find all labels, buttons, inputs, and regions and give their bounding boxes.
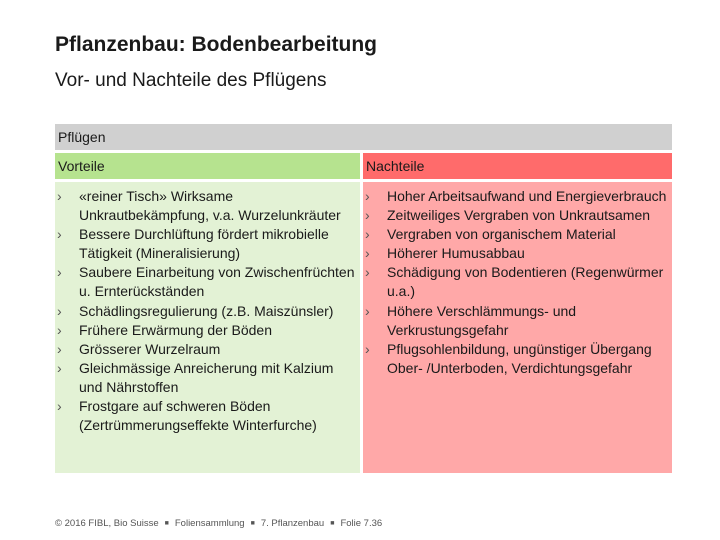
comparison-table — [55, 124, 672, 473]
vorteile-body — [55, 182, 360, 473]
bullet-chevron-icon: › — [57, 321, 62, 338]
footer — [55, 518, 382, 529]
bullet-chevron-icon: › — [57, 264, 62, 281]
bullet-chevron-icon: › — [365, 245, 370, 262]
vorteile-item-text: «reiner Tisch» Wirksame Unkrautbekämpfung, v.a. Wurzelunkräuter — [79, 188, 341, 224]
nachteile-item — [363, 187, 672, 206]
table-columns — [55, 153, 672, 473]
vorteile-item-text: Bessere Durchlüftung fördert mikrobielle Tätigkeit (Mineralisierung) — [79, 226, 329, 262]
nachteile-item — [363, 340, 672, 378]
footer-collection: Foliensammlung — [174, 518, 245, 529]
bullet-chevron-icon: › — [365, 188, 370, 204]
nachteile-list — [363, 187, 672, 378]
vorteile-item-text: Gleichmässige Anreicherung mit Kalzium und Nährstoffen — [79, 359, 334, 395]
page-subtitle: Vor- und Nachteile des Pflügens — [55, 70, 327, 91]
nachteile-item-text: Höherer Humusabbau — [387, 245, 525, 262]
nachteile-header: Nachteile — [363, 153, 672, 179]
bullet-chevron-icon: › — [365, 264, 370, 281]
vorteile-item-text: Schädlingsregulierung (z.B. Maiszünsler) — [79, 302, 334, 319]
footer-separator-icon: ■ — [330, 520, 335, 527]
bullet-chevron-icon: › — [57, 340, 62, 357]
vorteile-item — [55, 187, 360, 225]
nachteile-item-text: Hoher Arbeitsaufwand und Energieverbrauch — [387, 188, 667, 204]
vorteile-list — [55, 187, 360, 435]
vorteile-item — [55, 263, 360, 301]
footer-copyright: © 2016 FIBL, Bio Suisse — [55, 518, 159, 529]
bullet-chevron-icon: › — [57, 398, 62, 415]
page-title: Pflanzenbau: Bodenbearbeitung — [55, 33, 378, 56]
nachteile-item-text: Pflugsohlenbildung, ungünstiger Übergang Ober- /Unterboden, Verdichtungsgefahr — [387, 340, 652, 376]
nachteile-column — [363, 153, 672, 473]
vorteile-item — [55, 302, 360, 321]
bullet-chevron-icon: › — [365, 207, 370, 224]
vorteile-item — [55, 397, 360, 435]
vorteile-item-text: Frühere Erwärmung der Böden — [79, 321, 272, 338]
vorteile-item — [55, 225, 360, 263]
nachteile-item — [363, 263, 672, 301]
table-caption: Pflügen — [55, 124, 672, 150]
bullet-chevron-icon: › — [57, 226, 62, 243]
bullet-chevron-icon: › — [57, 359, 62, 376]
bullet-chevron-icon: › — [365, 302, 370, 319]
vorteile-item-text: Frostgare auf schweren Böden (Zertrümmerungseffekte Winterfurche) — [79, 398, 317, 434]
footer-separator-icon: ■ — [250, 520, 255, 527]
bullet-chevron-icon: › — [57, 188, 62, 204]
vorteile-item-text: Saubere Einarbeitung von Zwischenfrüchten u. Ernterückständen — [79, 264, 355, 300]
vorteile-item — [55, 359, 360, 397]
nachteile-item-text: Vergraben von organischem Material — [387, 226, 616, 243]
nachteile-item — [363, 225, 672, 244]
vorteile-header: Vorteile — [55, 153, 360, 179]
nachteile-item-text: Höhere Verschlämmungs- und Verkrustungsgefahr — [387, 302, 577, 338]
bullet-chevron-icon: › — [365, 340, 370, 357]
nachteile-item-text: Zeitweiliges Vergraben von Unkrautsamen — [387, 207, 651, 224]
nachteile-item — [363, 244, 672, 263]
vorteile-item — [55, 321, 360, 340]
footer-slide-number: Folie 7.36 — [340, 518, 383, 529]
bullet-chevron-icon: › — [365, 226, 370, 243]
footer-chapter: 7. Pflanzenbau — [260, 518, 325, 529]
footer-separator-icon: ■ — [164, 520, 169, 527]
vorteile-column — [55, 153, 360, 473]
vorteile-item-text: Grösserer Wurzelraum — [79, 340, 221, 357]
vorteile-item — [55, 340, 360, 359]
nachteile-body — [363, 182, 672, 473]
nachteile-item — [363, 302, 672, 340]
nachteile-item — [363, 206, 672, 225]
bullet-chevron-icon: › — [57, 302, 62, 319]
nachteile-item-text: Schädigung von Bodentieren (Regenwürmer u.a.) — [387, 264, 664, 300]
